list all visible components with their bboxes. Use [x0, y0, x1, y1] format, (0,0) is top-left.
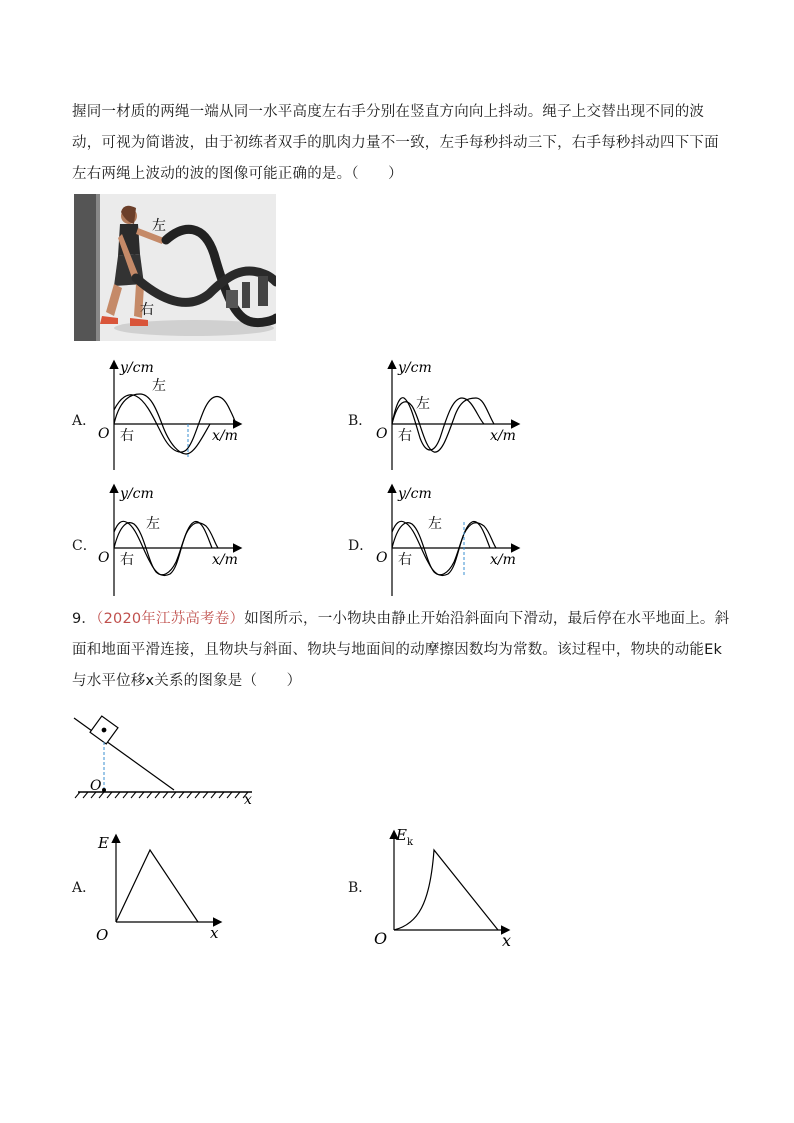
- curve-label-left: 左: [152, 378, 166, 394]
- option-b-graph: [368, 358, 548, 476]
- curve-label-right: 右: [398, 552, 412, 568]
- origin-label: O: [376, 426, 388, 442]
- question-8-text: 握同一材质的两绳一端从同一水平高度左右手分别在竖直方向向上抖动。绳子上交替出现不同的波动，可视为简谐波，由于初练者双手的肌肉力量不一致，左手每秒抖动三下，右手每秒抖动四下下面左右两绳上波动的波的图像可能正确的是。（ ）: [72, 104, 719, 182]
- photo-label-right: 右: [140, 302, 154, 318]
- option-b-label[interactable]: B．: [348, 413, 373, 429]
- origin-label: O: [376, 550, 388, 566]
- question-9-text: [72, 604, 732, 697]
- incline-x-label: x: [244, 792, 252, 806]
- origin-label: O: [98, 550, 110, 566]
- q9-option-a-graph: [92, 824, 232, 946]
- y-axis-label: $E_k$: [396, 826, 414, 848]
- curve-label-left: 左: [146, 516, 160, 532]
- y-axis-label: y/cm: [398, 360, 432, 376]
- x-axis-label: x/m: [490, 552, 516, 568]
- incline-diagram: [70, 714, 260, 806]
- origin-label: O: [98, 426, 110, 442]
- x-axis-label: x/m: [212, 552, 238, 568]
- incline-surface: [74, 718, 174, 790]
- option-a-label-q9[interactable]: A．: [72, 880, 97, 896]
- photo-label-left: 左: [152, 218, 166, 234]
- question-source: （2020年江苏高考卷）: [96, 611, 245, 627]
- curve-label-right: 右: [120, 552, 134, 568]
- option-d-graph: [368, 482, 548, 600]
- option-d-label[interactable]: D．: [348, 538, 374, 554]
- y-axis-label: y/cm: [398, 486, 432, 502]
- curve-label-right: 右: [120, 428, 134, 444]
- wave-left: [392, 398, 494, 452]
- option-c-graph: [90, 482, 270, 600]
- ek-curve: [394, 850, 498, 930]
- origin-label: O: [96, 926, 109, 944]
- question-body: 如图所示，一小物块由静止开始沿斜面向下滑动，最后停在水平地面上。斜面和地面平滑连接，且物块与斜面、物块与地面间的动摩擦因数均为常数。该过程中，物块的动能Ek与水平位移x关系的图象是（ ）: [72, 611, 730, 689]
- y-axis-label: y/cm: [120, 486, 154, 502]
- origin-label: O: [374, 929, 388, 948]
- curve-label-left: 左: [428, 516, 442, 532]
- x-axis-label: x/m: [212, 428, 238, 444]
- ek-curve: [116, 850, 198, 922]
- curve-label-right: 右: [398, 428, 412, 444]
- battle-ropes-photo: [74, 194, 276, 341]
- x-axis-label: x: [502, 931, 512, 950]
- y-axis-label: y/cm: [120, 360, 154, 376]
- option-b-label-q9[interactable]: B．: [348, 880, 373, 896]
- q9-option-b-graph: [370, 820, 526, 950]
- x-axis-label: x: [210, 924, 219, 942]
- x-axis-label: x/m: [490, 428, 516, 444]
- option-a-graph: [90, 358, 270, 476]
- incline-origin-label: O: [90, 778, 102, 794]
- y-axis-label: E: [98, 834, 109, 852]
- option-a-label[interactable]: A．: [72, 413, 97, 429]
- curve-label-left: 左: [416, 396, 430, 412]
- question-number: 9．: [72, 611, 97, 627]
- block: [90, 716, 118, 744]
- option-c-label[interactable]: C．: [72, 538, 97, 554]
